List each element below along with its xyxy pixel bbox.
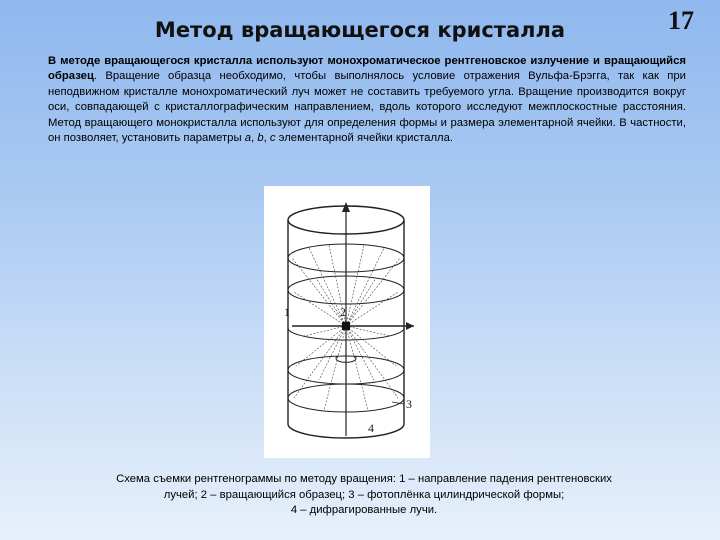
caption-line-2: лучей; 2 – вращающийся образец; 3 – фотоплёнка цилиндрической формы; <box>163 488 565 501</box>
param-separator-2: , <box>263 132 270 145</box>
crystal-sample <box>342 322 350 330</box>
caption-line-3: 4 – дифрагированные лучи. <box>290 504 438 516</box>
slide-title: Метод вращающегося кристалла <box>154 18 566 42</box>
page-number: 17 <box>668 6 694 35</box>
label-2: 2 <box>340 305 346 319</box>
param-separator-1: , <box>251 132 258 145</box>
beam-arrowhead <box>406 322 414 330</box>
diagram-svg <box>264 186 430 458</box>
param-c: c <box>269 132 276 145</box>
param-b: b <box>257 132 264 145</box>
label-4: 4 <box>368 421 374 435</box>
axis-arrowhead <box>342 202 350 212</box>
rotating-crystal-diagram <box>264 186 430 458</box>
label-3: 3 <box>406 397 412 411</box>
body-paragraph <box>48 54 686 146</box>
label-3-leader <box>392 402 404 404</box>
intro-bold-text: В методе вращающегося кристалла используют монохроматическое рентгеновское излучение и вращающийся образец <box>48 55 686 83</box>
param-a: a <box>244 132 252 145</box>
body-text-1: . Вращение образца необходимо, чтобы выполнялось условие отражения Вульфа-Брэгга, так как при неподвижном кристалле монохроматический луч может не составить требуемого угла. Вращение производится вокруг оси, совпадающей с кристаллографическим направлением, вдоль которого исследуют межплоскостные расстояния. Метод вращающего монокристалла используют для определения формы и размера элементарной ячейки. В частности, он позволяет, установить параметры <box>48 70 686 145</box>
body-text-2: элементарной ячейки кристалла. <box>275 132 454 145</box>
caption-line-1: Схема съемки рентгенограммы по методу вращения: 1 – направление падения рентгеновских <box>116 473 612 485</box>
figure-caption <box>44 472 684 519</box>
label-1: 1 <box>284 305 290 319</box>
